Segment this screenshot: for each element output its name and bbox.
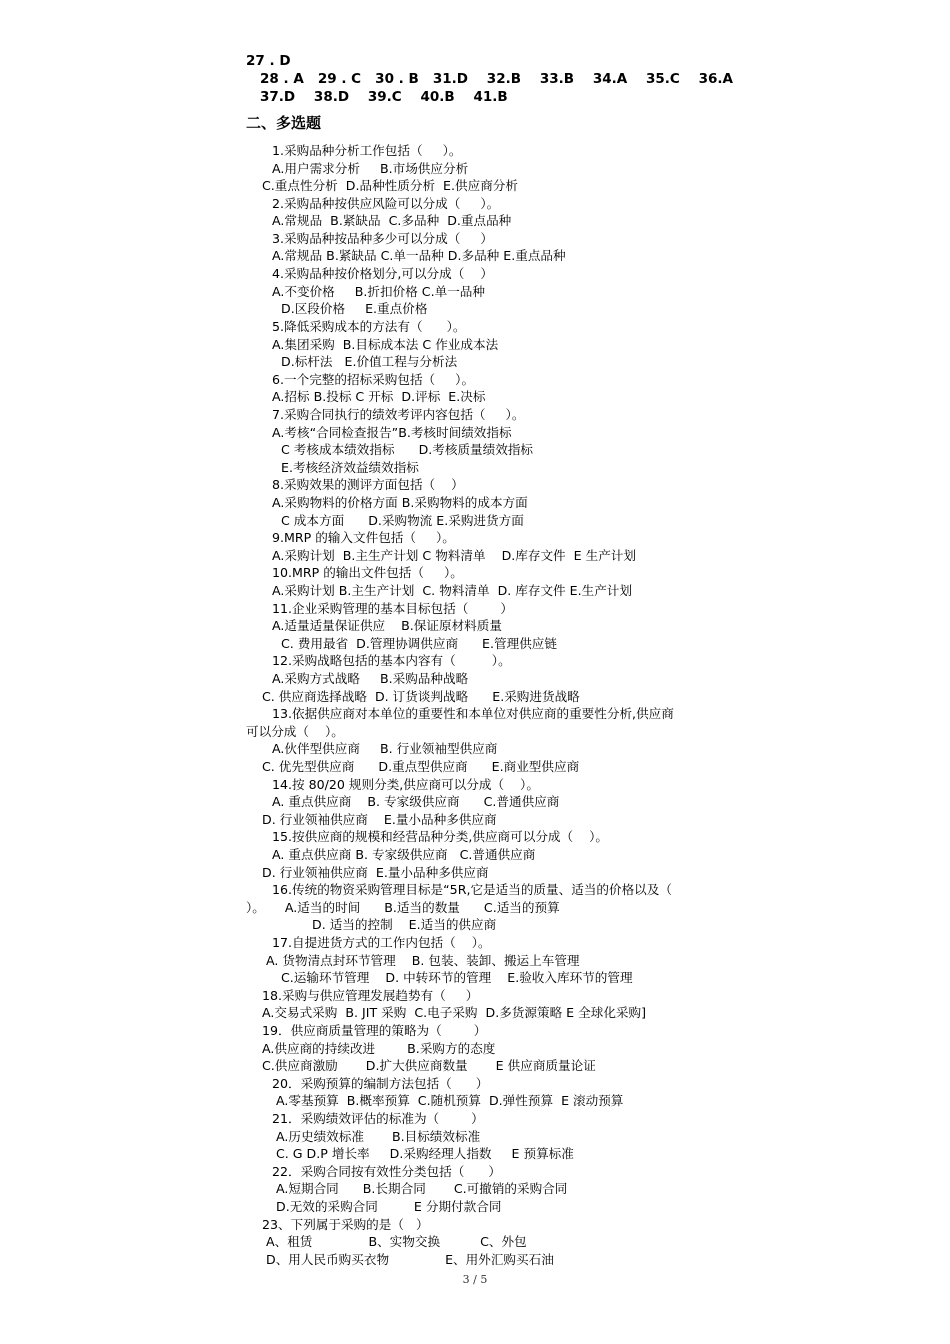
text-line: 18.采购与供应管理发展趋势有（ ） <box>262 988 479 1003</box>
text-line: 23、下列属于采购的是（ ） <box>262 1217 429 1232</box>
text-line: A.供应商的持续改进 B.采购方的态度 <box>262 1041 496 1056</box>
text-line: 5.降低采购成本的方法有（ ）。 <box>272 319 466 334</box>
text-line: C.供应商激励 D.扩大供应商数量 E 供应商质量论证 <box>262 1058 596 1073</box>
text-line: A.常规品 B.紧缺品 C.多品种 D.重点品种 <box>272 213 512 228</box>
text-line: A.采购计划 B.主生产计划 C. 物料清单 D. 库存文件 E.生产计划 <box>272 583 632 598</box>
text-line: 3.采购品种按品种多少可以分成（ ） <box>272 231 493 246</box>
text-line: 22．采购合同按有效性分类包括（ ） <box>272 1164 501 1179</box>
text-line: A.不变价格 B.折扣价格 C.单一品种 <box>272 284 485 299</box>
section-title: 二、多选题 <box>246 114 322 132</box>
text-line: C. 供应商选择战略 D. 订货谈判战略 E.采购进货战略 <box>262 689 580 704</box>
text-line: 14.按 80/20 规则分类,供应商可以分成（ ）。 <box>272 777 539 792</box>
text-line: D、用人民币购买衣物 E、用外汇购买石油 <box>266 1252 554 1267</box>
text-line: 13.依据供应商对本单位的重要性和本单位对供应商的重要性分析,供应商 <box>272 706 674 721</box>
text-line: 4.采购品种按价格划分,可以分成（ ） <box>272 266 493 281</box>
text-line: A. 重点供应商 B. 专家级供应商 C.普通供应商 <box>272 794 560 809</box>
text-line: 20．采购预算的编制方法包括（ ） <box>272 1076 489 1091</box>
text-line: A.采购计划 B.主生产计划 C 物料清单 D.库存文件 E 生产计划 <box>272 548 636 563</box>
text-line: A、租赁 B、实物交换 C、外包 <box>266 1234 527 1249</box>
text-line: D. 行业领袖供应商 E.量小品种多供应商 <box>262 812 497 827</box>
text-line: 15.按供应商的规模和经营品种分类,供应商可以分成（ ）。 <box>272 829 608 844</box>
text-line: C.重点性分析 D.品种性质分析 E.供应商分析 <box>262 178 518 193</box>
text-line: A.伙伴型供应商 B. 行业领袖型供应商 <box>272 741 498 756</box>
text-line: A.采购物料的价格方面 B.采购物料的成本方面 <box>272 495 528 510</box>
text-line: 7.采购合同执行的绩效考评内容包括（ ）。 <box>272 407 525 422</box>
text-line: E.考核经济效益绩效指标 <box>281 460 419 475</box>
text-line: D.标杆法 E.价值工程与分析法 <box>281 354 458 369</box>
page-number: 3 / 5 <box>462 1273 488 1286</box>
text-line: C. 费用最省 D.管理协调供应商 E.管理供应链 <box>281 636 557 651</box>
text-line: A.交易式采购 B. JIT 采购 C.电子采购 D.多货源策略 E 全球化采购] <box>262 1005 647 1020</box>
text-line: C 成本方面 D.采购物流 E.采购进货方面 <box>281 513 524 528</box>
text-line: A.适量适量保证供应 B.保证原材料质量 <box>272 618 502 633</box>
text-line: D.区段价格 E.重点价格 <box>281 301 428 316</box>
answer-line-2: 28 . A 29 . C 30 . B 31.D 32.B 33.B 34.A 35.C 36.A <box>260 71 733 87</box>
text-line: A. 重点供应商 B. 专家级供应商 C.普通供应商 <box>272 847 536 862</box>
text-line: 10.MRP 的输出文件包括（ ）。 <box>272 565 463 580</box>
text-line: A.集团采购 B.目标成本法 C 作业成本法 <box>272 337 499 352</box>
text-line: A.采购方式战略 B.采购品种战略 <box>272 671 469 686</box>
text-line: 8.采购效果的测评方面包括（ ） <box>272 477 464 492</box>
text-line: D. 行业领袖供应商 E.量小品种多供应商 <box>262 865 489 880</box>
text-line: C. G D.P 增长率 D.采购经理人指数 E 预算标准 <box>276 1146 574 1161</box>
text-line: C.运输环节管理 D. 中转环节的管理 E.验收入库环节的管理 <box>281 970 633 985</box>
text-line: 9.MRP 的输入文件包括（ ）。 <box>272 530 455 545</box>
answer-line-3: 37.D 38.D 39.C 40.B 41.B <box>260 89 508 105</box>
text-line: A.历史绩效标准 B.目标绩效标准 <box>276 1129 481 1144</box>
text-line: 16.传统的物资采购管理目标是“5R,它是适当的质量、适当的价格以及（ <box>272 882 672 897</box>
text-line: 2.采购品种按供应风险可以分成（ ）。 <box>272 196 500 211</box>
text-line: A. 货物清点封环节管理 B. 包装、装卸、搬运上车管理 <box>266 953 580 968</box>
text-line: D. 适当的控制 E.适当的供应商 <box>312 917 497 932</box>
text-line: C 考核成本绩效指标 D.考核质量绩效指标 <box>281 442 534 457</box>
text-line: 可以分成（ ）。 <box>246 724 344 739</box>
text-line: A.零基预算 B.概率预算 C.随机预算 D.弹性预算 E 滚动预算 <box>276 1093 624 1108</box>
text-line: 17.自提进货方式的工作内包括（ ）。 <box>272 935 491 950</box>
text-line: ）。 A.适当的时间 B.适当的数量 C.适当的预算 <box>246 900 560 915</box>
text-line: A.短期合同 B.长期合同 C.可撤销的采购合同 <box>276 1181 568 1196</box>
text-line: 11.企业采购管理的基本目标包括（ ） <box>272 601 513 616</box>
text-line: 19．供应商质量管理的策略为（ ） <box>262 1023 487 1038</box>
text-line: A.招标 B.投标 C 开标 D.评标 E.决标 <box>272 389 486 404</box>
text-line: A.考核“合同检查报告”B.考核时间绩效指标 <box>272 425 512 440</box>
text-line: D.无效的采购合同 E 分期付款合同 <box>276 1199 502 1214</box>
text-line: 1.采购品种分析工作包括（ ）。 <box>272 143 462 158</box>
text-line: A.常规品 B.紧缺品 C.单一品种 D.多品种 E.重点品种 <box>272 248 566 263</box>
text-line: 21．采购绩效评估的标准为（ ） <box>272 1111 484 1126</box>
text-line: 6.一个完整的招标采购包括（ ）。 <box>272 372 475 387</box>
answer-line-1: 27 . D <box>246 53 291 69</box>
text-line: 12.采购战略包括的基本内容有（ ）。 <box>272 653 511 668</box>
text-line: C. 优先型供应商 D.重点型供应商 E.商业型供应商 <box>262 759 580 774</box>
text-line: A.用户需求分析 B.市场供应分析 <box>272 161 469 176</box>
